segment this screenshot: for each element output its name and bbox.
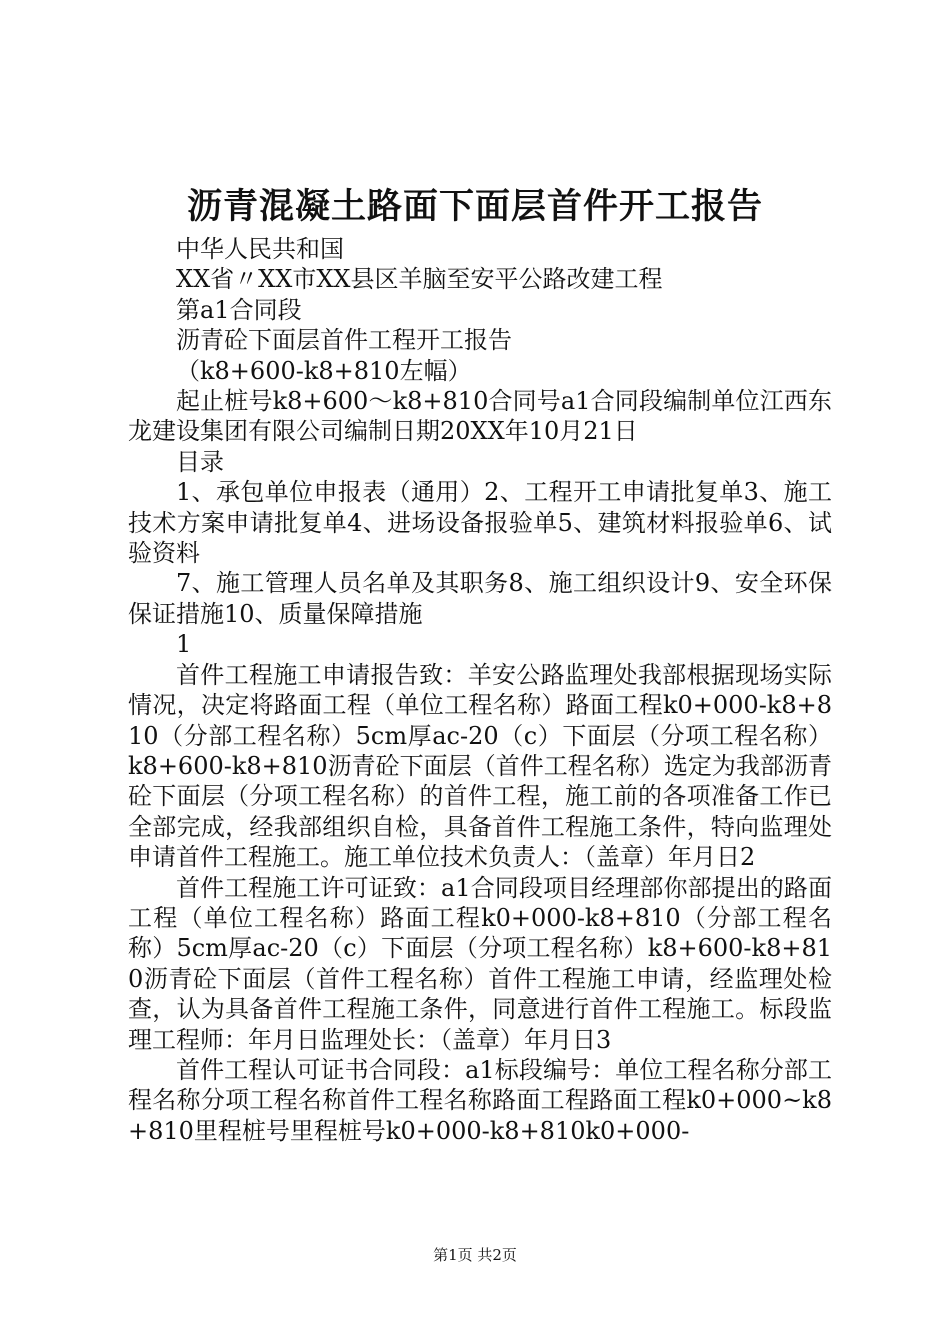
paragraph-toc-items-1: 1、承包单位申报表（通用）2、工程开工申请批复单3、施工技术方案申请批复单4、进场设备报验单5、建筑材料报验单6、试验资料 <box>128 478 832 568</box>
paragraph-construction-application: 首件工程施工申请报告致：羊安公路监理处我部根据现场实际情况，决定将路面工程（单位工程名称）路面工程k0+000-k8+810（分部工程名称）5cm厚ac-20（c）下面层（分项工程名称）k8+600-k8+810沥青砼下面层（首件工程名称）选定为我部沥青砼下面层（分项工程名称）的首件工程，施工前的各项准备工作已全部完成，经我部组织自检，具备首件工程施工条件，特向监理处申请首件工程施工。施工单位技术负责人：（盖章）年月日2 <box>128 660 832 872</box>
paragraph-chainage: （k8+600-k8+810左幅） <box>176 356 472 385</box>
document-title: 沥青混凝土路面下面层首件开工报告 <box>186 186 763 227</box>
paragraph-report-info: 起止桩号k8+600～k8+810合同号a1合同段编制单位江西东龙建设集团有限公司编制日期20XX年10月21日 <box>128 387 832 446</box>
paragraph-page-number: 1 <box>176 630 192 659</box>
paragraph-contract-section: 第a1合同段 <box>176 295 302 324</box>
paragraph-construction-permit: 首件工程施工许可证致：a1合同段项目经理部你部提出的路面工程（单位工程名称）路面工程k0+000-k8+810（分部工程名称）5cm厚ac-20（c）下面层（分项工程名称）k8+600-k8+810沥青砼下面层（首件工程名称）首件工程施工申请，经监理处检查，认为具备首件工程施工条件，同意进行首件工程施工。标段监理工程师：年月日监理处长：（盖章）年月日3 <box>128 873 832 1054</box>
paragraph-toc-items-2: 7、施工管理人员名单及其职务8、施工组织设计9、安全环保保证措施10、质量保障措施 <box>128 569 832 628</box>
paragraph-approval-certificate: 首件工程认可证书合同段：a1标段编号：单位工程名称分部工程名称分项工程名称首件工程名称路面工程路面工程k0+000~k8+810里程桩号里程桩号k0+000-k8+810k0+000- <box>128 1055 832 1145</box>
page-footer: 第1页 共2页 <box>433 1246 517 1264</box>
paragraph-project-name: XX省〃XX市XX县区羊脑至安平公路改建工程 <box>176 265 663 294</box>
paragraph-toc-heading: 目录 <box>176 447 224 476</box>
paragraph-country: 中华人民共和国 <box>176 235 344 263</box>
document-body <box>128 234 832 1146</box>
paragraph-report-title: 沥青砼下面层首件工程开工报告 <box>176 326 512 355</box>
